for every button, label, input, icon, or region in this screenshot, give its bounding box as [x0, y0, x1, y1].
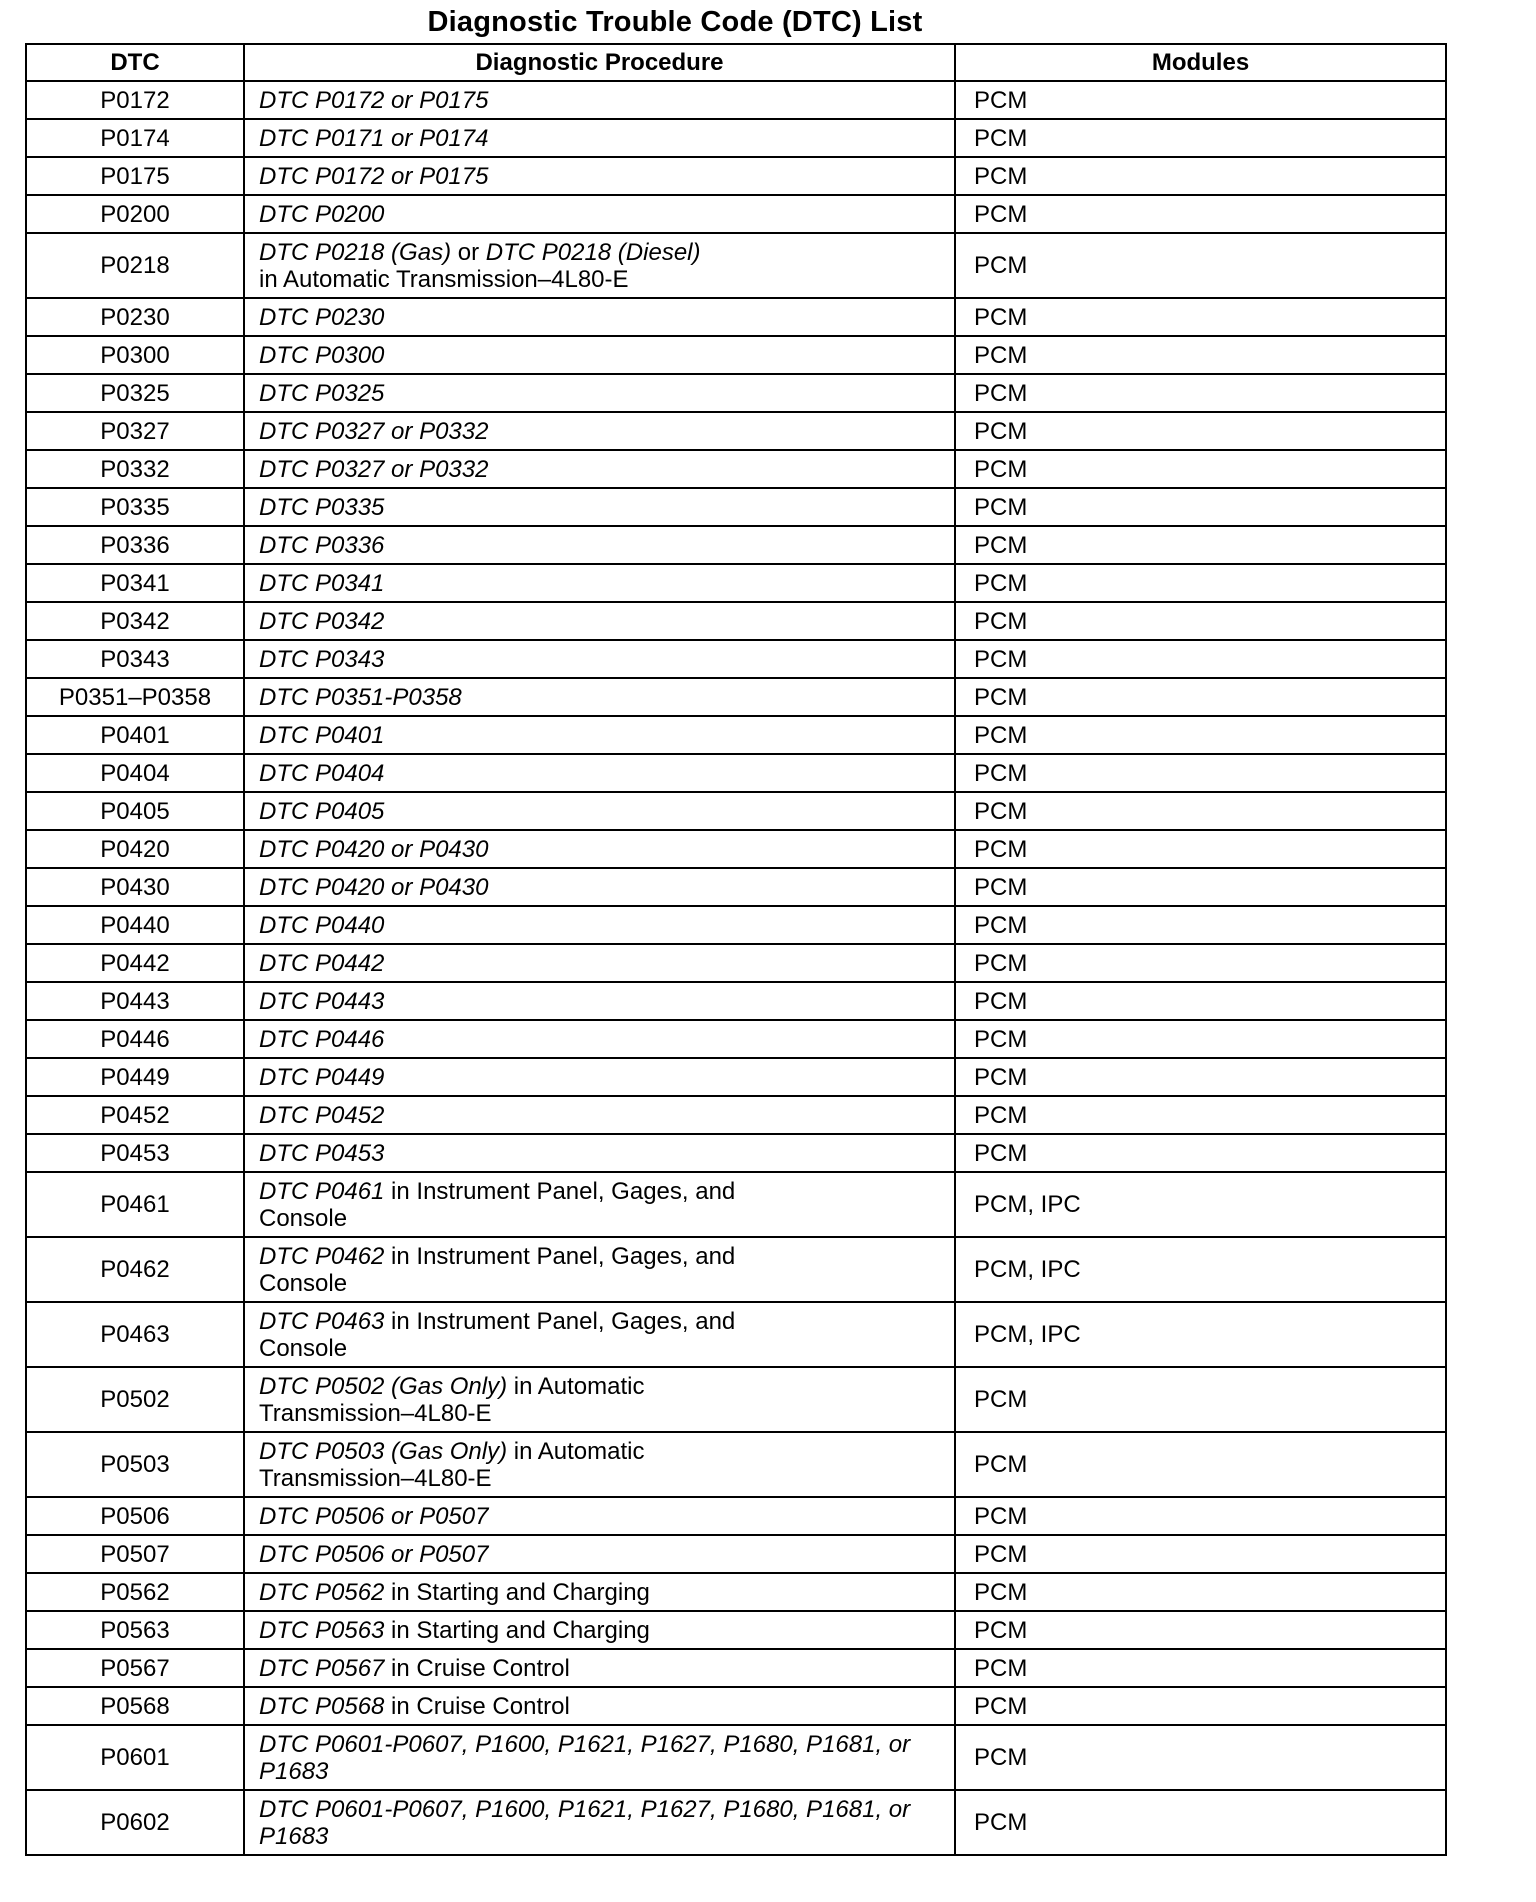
procedure-line-continued: Console	[259, 1334, 348, 1362]
dtc-code: P0502	[26, 1367, 244, 1432]
dtc-code: P0405	[26, 792, 244, 830]
dtc-code: P0218	[26, 233, 244, 298]
procedure-reference: DTC P0172 or P0175	[259, 86, 489, 114]
procedure-reference: DTC P0601-P0607, P1600, P1621, P1627, P1680, P1681, or	[259, 1795, 911, 1823]
modules-cell: PCM	[955, 754, 1446, 792]
table-row	[26, 678, 1446, 716]
procedure-line-continued: P1683	[259, 1822, 329, 1850]
dtc-code: P0404	[26, 754, 244, 792]
diagnostic-procedure	[244, 1725, 955, 1790]
modules-cell: PCM	[955, 1134, 1446, 1172]
dtc-code: P0351–P0358	[26, 678, 244, 716]
procedure-line	[259, 1178, 954, 1205]
dtc-code: P0562	[26, 1573, 244, 1611]
procedure-text: in Starting and Charging	[384, 1616, 650, 1644]
table-row	[26, 602, 1446, 640]
dtc-code: P0567	[26, 1649, 244, 1687]
procedure-line	[259, 1308, 954, 1335]
diagnostic-procedure	[244, 450, 955, 488]
procedure-text: in Automatic	[507, 1372, 645, 1400]
table-row	[26, 1020, 1446, 1058]
table-header-row	[26, 44, 1446, 81]
diagnostic-procedure	[244, 1237, 955, 1302]
table-row	[26, 754, 1446, 792]
diagnostic-procedure	[244, 1649, 955, 1687]
procedure-line	[259, 342, 954, 369]
modules-cell: PCM	[955, 868, 1446, 906]
procedure-line	[259, 684, 954, 711]
table-row	[26, 336, 1446, 374]
diagnostic-procedure	[244, 488, 955, 526]
procedure-line	[259, 380, 954, 407]
modules-cell: PCM	[955, 1535, 1446, 1573]
procedure-reference: DTC P0462	[259, 1242, 385, 1270]
diagnostic-procedure	[244, 944, 955, 982]
dtc-code: P0601	[26, 1725, 244, 1790]
diagnostic-procedure	[244, 1134, 955, 1172]
dtc-code: P0503	[26, 1432, 244, 1497]
table-row	[26, 488, 1446, 526]
procedure-line	[259, 494, 954, 521]
procedure-reference: DTC P0327 or P0332	[259, 417, 489, 445]
procedure-line-continued: Transmission–4L80-E	[259, 1464, 492, 1492]
dtc-code: P0602	[26, 1790, 244, 1855]
procedure-line	[259, 1438, 954, 1465]
table-row	[26, 1058, 1446, 1096]
procedure-line-continued: in Automatic Transmission–4L80-E	[259, 265, 629, 293]
modules-cell: PCM	[955, 564, 1446, 602]
modules-cell: PCM	[955, 412, 1446, 450]
diagnostic-procedure	[244, 1687, 955, 1725]
dtc-code: P0507	[26, 1535, 244, 1573]
procedure-line	[259, 1693, 954, 1720]
procedure-line	[259, 125, 954, 152]
diagnostic-procedure	[244, 1096, 955, 1134]
dtc-code: P0174	[26, 119, 244, 157]
table-row	[26, 412, 1446, 450]
procedure-text: or	[451, 238, 486, 266]
procedure-reference: DTC P0218 (Gas)	[259, 238, 452, 266]
procedure-text: in Starting and Charging	[384, 1578, 650, 1606]
diagnostic-procedure	[244, 119, 955, 157]
modules-cell: PCM	[955, 1790, 1446, 1855]
procedure-reference: DTC P0443	[259, 987, 385, 1015]
dtc-code: P0172	[26, 81, 244, 119]
procedure-reference: DTC P0440	[259, 911, 385, 939]
diagnostic-procedure	[244, 1432, 955, 1497]
procedure-line	[259, 239, 954, 266]
procedure-line	[259, 874, 954, 901]
modules-cell: PCM	[955, 195, 1446, 233]
page-title: Diagnostic Trouble Code (DTC) List	[427, 6, 923, 38]
modules-cell: PCM	[955, 298, 1446, 336]
procedure-text: in Cruise Control	[384, 1692, 570, 1720]
dtc-code: P0463	[26, 1302, 244, 1367]
procedure-reference: DTC P0200	[259, 200, 385, 228]
dtc-code: P0335	[26, 488, 244, 526]
table-row	[26, 157, 1446, 195]
modules-cell: PCM	[955, 1497, 1446, 1535]
procedure-line	[259, 912, 954, 939]
table-row	[26, 564, 1446, 602]
modules-cell: PCM	[955, 119, 1446, 157]
table-row	[26, 1096, 1446, 1134]
dtc-code: P0325	[26, 374, 244, 412]
procedure-reference: DTC P0327 or P0332	[259, 455, 489, 483]
modules-cell: PCM, IPC	[955, 1302, 1446, 1367]
procedure-reference: DTC P0506 or P0507	[259, 1540, 489, 1568]
diagnostic-procedure	[244, 792, 955, 830]
dtc-code: P0341	[26, 564, 244, 602]
dtc-code: P0401	[26, 716, 244, 754]
dtc-code: P0568	[26, 1687, 244, 1725]
dtc-code: P0343	[26, 640, 244, 678]
procedure-line	[259, 1579, 954, 1606]
modules-cell: PCM	[955, 526, 1446, 564]
modules-cell: PCM	[955, 1649, 1446, 1687]
procedure-reference: DTC P0420 or P0430	[259, 835, 489, 863]
dtc-code: P0230	[26, 298, 244, 336]
procedure-reference: DTC P0230	[259, 303, 385, 331]
dtc-code: P0462	[26, 1237, 244, 1302]
procedure-line	[259, 836, 954, 863]
procedure-reference: DTC P0218 (Diesel)	[485, 238, 701, 266]
modules-cell: PCM	[955, 1432, 1446, 1497]
dtc-code: P0175	[26, 157, 244, 195]
table-row	[26, 195, 1446, 233]
procedure-line	[259, 1373, 954, 1400]
modules-cell: PCM, IPC	[955, 1172, 1446, 1237]
diagnostic-procedure	[244, 195, 955, 233]
table-row	[26, 982, 1446, 1020]
procedure-reference: DTC P0442	[259, 949, 385, 977]
diagnostic-procedure	[244, 1172, 955, 1237]
procedure-reference: DTC P0563	[259, 1616, 385, 1644]
dtc-code: P0443	[26, 982, 244, 1020]
procedure-line	[259, 87, 954, 114]
modules-cell: PCM	[955, 1020, 1446, 1058]
procedure-line	[259, 1243, 954, 1270]
table-row	[26, 1172, 1446, 1237]
header-modules: Modules	[955, 44, 1446, 81]
diagnostic-procedure	[244, 157, 955, 195]
procedure-line	[259, 798, 954, 825]
procedure-reference: DTC P0503 (Gas Only)	[259, 1437, 508, 1465]
procedure-reference: DTC P0342	[259, 607, 385, 635]
dtc-code: P0453	[26, 1134, 244, 1172]
procedure-line	[259, 1064, 954, 1091]
diagnostic-procedure	[244, 1302, 955, 1367]
procedure-line	[259, 760, 954, 787]
table-row	[26, 1237, 1446, 1302]
procedure-text: in Automatic	[507, 1437, 645, 1465]
modules-cell: PCM	[955, 1573, 1446, 1611]
modules-cell: PCM	[955, 1611, 1446, 1649]
procedure-line	[259, 1655, 954, 1682]
diagnostic-procedure	[244, 564, 955, 602]
table-row	[26, 1573, 1446, 1611]
procedure-reference: DTC P0420 or P0430	[259, 873, 489, 901]
procedure-line	[259, 1140, 954, 1167]
procedure-reference: DTC P0568	[259, 1692, 385, 1720]
procedure-reference: DTC P0502 (Gas Only)	[259, 1372, 508, 1400]
procedure-line	[259, 163, 954, 190]
modules-cell: PCM	[955, 640, 1446, 678]
procedure-reference: DTC P0351-P0358	[259, 683, 462, 711]
diagnostic-procedure	[244, 716, 955, 754]
procedure-line	[259, 1102, 954, 1129]
procedure-reference: DTC P0562	[259, 1578, 385, 1606]
table-row	[26, 1432, 1446, 1497]
modules-cell: PCM	[955, 678, 1446, 716]
modules-cell: PCM	[955, 488, 1446, 526]
procedure-text: in Instrument Panel, Gages, and	[384, 1177, 736, 1205]
dtc-table	[25, 43, 1447, 1856]
table-row	[26, 1611, 1446, 1649]
dtc-code: P0506	[26, 1497, 244, 1535]
procedure-line	[259, 608, 954, 635]
procedure-line-continued: Console	[259, 1269, 348, 1297]
table-row	[26, 1535, 1446, 1573]
diagnostic-procedure	[244, 233, 955, 298]
modules-cell: PCM	[955, 906, 1446, 944]
diagnostic-procedure	[244, 1573, 955, 1611]
modules-cell: PCM	[955, 602, 1446, 640]
procedure-reference: DTC P0453	[259, 1139, 385, 1167]
diagnostic-procedure	[244, 1020, 955, 1058]
diagnostic-procedure	[244, 81, 955, 119]
procedure-line	[259, 1026, 954, 1053]
table-row	[26, 526, 1446, 564]
diagnostic-procedure	[244, 868, 955, 906]
table-row	[26, 830, 1446, 868]
dtc-code: P0332	[26, 450, 244, 488]
procedure-reference: DTC P0449	[259, 1063, 385, 1091]
procedure-line	[259, 988, 954, 1015]
modules-cell: PCM, IPC	[955, 1237, 1446, 1302]
dtc-code: P0449	[26, 1058, 244, 1096]
modules-cell: PCM	[955, 1687, 1446, 1725]
table-row	[26, 1687, 1446, 1725]
procedure-reference: DTC P0335	[259, 493, 385, 521]
procedure-reference: DTC P0300	[259, 341, 385, 369]
diagnostic-procedure	[244, 336, 955, 374]
header-procedure: Diagnostic Procedure	[244, 44, 955, 81]
dtc-code: P0327	[26, 412, 244, 450]
procedure-reference: DTC P0325	[259, 379, 385, 407]
procedure-line	[259, 456, 954, 483]
procedure-reference: DTC P0601-P0607, P1600, P1621, P1627, P1680, P1681, or	[259, 1730, 911, 1758]
diagnostic-procedure	[244, 982, 955, 1020]
procedure-line	[259, 570, 954, 597]
procedure-line	[259, 1541, 954, 1568]
table-row	[26, 716, 1446, 754]
dtc-code: P0342	[26, 602, 244, 640]
modules-cell: PCM	[955, 336, 1446, 374]
dtc-code: P0563	[26, 1611, 244, 1649]
modules-cell: PCM	[955, 982, 1446, 1020]
table-row	[26, 374, 1446, 412]
dtc-code: P0336	[26, 526, 244, 564]
modules-cell: PCM	[955, 716, 1446, 754]
procedure-text: in Instrument Panel, Gages, and	[384, 1242, 736, 1270]
procedure-line-continued: Console	[259, 1204, 348, 1232]
modules-cell: PCM	[955, 450, 1446, 488]
table-row	[26, 1649, 1446, 1687]
procedure-line	[259, 1617, 954, 1644]
procedure-line	[259, 1796, 954, 1823]
diagnostic-procedure	[244, 374, 955, 412]
procedure-reference: DTC P0341	[259, 569, 385, 597]
procedure-line	[259, 304, 954, 331]
diagnostic-procedure	[244, 1790, 955, 1855]
procedure-text: in Instrument Panel, Gages, and	[384, 1307, 736, 1335]
diagnostic-procedure	[244, 298, 955, 336]
modules-cell: PCM	[955, 1725, 1446, 1790]
procedure-reference: DTC P0404	[259, 759, 385, 787]
table-row	[26, 233, 1446, 298]
procedure-line-continued: Transmission–4L80-E	[259, 1399, 492, 1427]
diagnostic-procedure	[244, 640, 955, 678]
header-dtc: DTC	[26, 44, 244, 81]
modules-cell: PCM	[955, 792, 1446, 830]
modules-cell: PCM	[955, 1096, 1446, 1134]
diagnostic-procedure	[244, 1367, 955, 1432]
diagnostic-procedure	[244, 1058, 955, 1096]
procedure-reference: DTC P0463	[259, 1307, 385, 1335]
diagnostic-procedure	[244, 830, 955, 868]
procedure-reference: DTC P0446	[259, 1025, 385, 1053]
procedure-line	[259, 418, 954, 445]
procedure-reference: DTC P0405	[259, 797, 385, 825]
modules-cell: PCM	[955, 157, 1446, 195]
procedure-reference: DTC P0171 or P0174	[259, 124, 489, 152]
dtc-code: P0452	[26, 1096, 244, 1134]
procedure-reference: DTC P0343	[259, 645, 385, 673]
dtc-code: P0440	[26, 906, 244, 944]
table-row	[26, 1134, 1446, 1172]
diagnostic-procedure	[244, 526, 955, 564]
modules-cell: PCM	[955, 233, 1446, 298]
procedure-text: in Cruise Control	[384, 1654, 570, 1682]
modules-cell: PCM	[955, 81, 1446, 119]
modules-cell: PCM	[955, 944, 1446, 982]
procedure-reference: DTC P0567	[259, 1654, 385, 1682]
dtc-code: P0430	[26, 868, 244, 906]
table-row	[26, 944, 1446, 982]
table-row	[26, 1790, 1446, 1855]
diagnostic-procedure	[244, 906, 955, 944]
diagnostic-procedure	[244, 1535, 955, 1573]
table-row	[26, 640, 1446, 678]
procedure-line	[259, 532, 954, 559]
procedure-reference: DTC P0336	[259, 531, 385, 559]
dtc-code: P0461	[26, 1172, 244, 1237]
table-row	[26, 906, 1446, 944]
procedure-reference: DTC P0401	[259, 721, 385, 749]
table-row	[26, 119, 1446, 157]
modules-cell: PCM	[955, 1058, 1446, 1096]
procedure-line	[259, 646, 954, 673]
table-row	[26, 868, 1446, 906]
table-row	[26, 1725, 1446, 1790]
procedure-line	[259, 950, 954, 977]
procedure-line	[259, 1503, 954, 1530]
diagnostic-procedure	[244, 602, 955, 640]
table-row	[26, 298, 1446, 336]
procedure-reference: DTC P0452	[259, 1101, 385, 1129]
diagnostic-procedure	[244, 1497, 955, 1535]
dtc-code: P0446	[26, 1020, 244, 1058]
table-row	[26, 81, 1446, 119]
procedure-line-continued: P1683	[259, 1757, 329, 1785]
dtc-code: P0200	[26, 195, 244, 233]
modules-cell: PCM	[955, 830, 1446, 868]
dtc-code: P0300	[26, 336, 244, 374]
modules-cell: PCM	[955, 1367, 1446, 1432]
procedure-line	[259, 1731, 954, 1758]
diagnostic-procedure	[244, 678, 955, 716]
procedure-reference: DTC P0172 or P0175	[259, 162, 489, 190]
diagnostic-procedure	[244, 754, 955, 792]
dtc-code: P0420	[26, 830, 244, 868]
table-row	[26, 1302, 1446, 1367]
modules-cell: PCM	[955, 374, 1446, 412]
table-row	[26, 792, 1446, 830]
procedure-line	[259, 201, 954, 228]
table-row	[26, 1367, 1446, 1432]
procedure-line	[259, 722, 954, 749]
diagnostic-procedure	[244, 1611, 955, 1649]
table-row	[26, 450, 1446, 488]
table-body	[26, 81, 1446, 1855]
procedure-reference: DTC P0506 or P0507	[259, 1502, 489, 1530]
diagnostic-procedure	[244, 412, 955, 450]
procedure-reference: DTC P0461	[259, 1177, 385, 1205]
table-row	[26, 1497, 1446, 1535]
dtc-code: P0442	[26, 944, 244, 982]
